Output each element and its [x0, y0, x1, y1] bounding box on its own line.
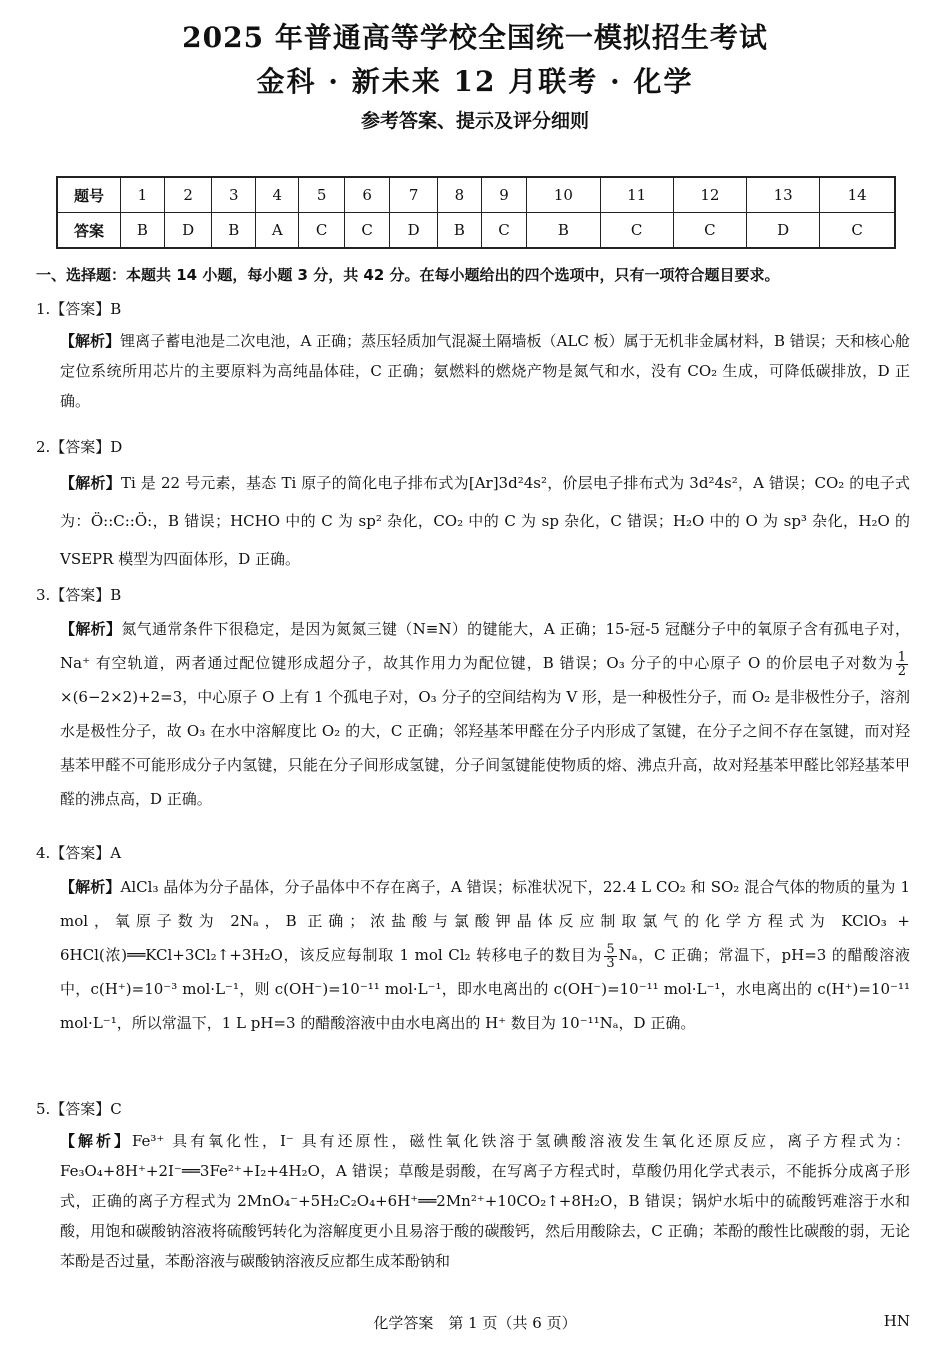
table-cell: 7	[390, 177, 438, 213]
question-3-answer: 3.【答案】B	[36, 586, 122, 604]
analysis-text: 锂离子蓄电池是二次电池，A 正确；蒸压轻质加气混凝土隔墙板（ALC 板）属于无机非金属材料，B 错误；天和核心舱定位系统所用芯片的主要原料为高纯晶体硅，C 正确；氨燃料的燃烧产物是氮气和水，没有 CO₂ 生成，可降低碳排放，D 正确。	[60, 332, 910, 410]
table-cell: 3	[212, 177, 256, 213]
question-2-answer: 2.【答案】D	[36, 438, 123, 456]
analysis-text: 氮气通常条件下很稳定，是因为氮氮三键（N≡N）的键能大，A 正确；15-冠-5 冠醚分子中的氧原子含有孤电子对，Na⁺ 有空轨道，两者通过配位键形成超分子，故其作用力为配位键，B 错误；O₃ 分子的中心原子 O 的价层电子对数为	[60, 620, 910, 672]
question-5-answer: 5.【答案】C	[36, 1100, 122, 1118]
table-cell: C	[344, 213, 390, 249]
table-cell: D	[747, 213, 820, 249]
analysis-tag: 【解析】	[60, 1132, 132, 1150]
row-label-number: 题号	[57, 177, 121, 213]
answer-table-number-row	[57, 177, 895, 213]
table-cell: 12	[673, 177, 746, 213]
analysis-tag: 【解析】	[60, 332, 121, 350]
analysis-text: CO₂ 的电子式为：Ö::C::Ö:，B 错误；HCHO 中的 C 为 sp² 杂化，CO₂ 中的 C 为 sp 杂化，C 错误；H₂O 中的 O 为 sp³ 杂化，H₂O 的 VSEPR 模型为四面体形，D 正确。	[60, 474, 910, 568]
fraction-denominator: 3	[606, 955, 615, 971]
table-cell: D	[390, 213, 438, 249]
exam-title: 2025 年普通高等学校全国统一模拟招生考试	[182, 21, 768, 54]
row-label-answer: 答案	[57, 213, 121, 249]
question-4-analysis	[60, 870, 910, 1040]
table-cell: 5	[299, 177, 345, 213]
section-heading: 一、选择题：本题共 14 小题，每小题 3 分，共 42 分。在每小题给出的四个选项中，只有一项符合题目要求。	[36, 266, 780, 284]
table-cell: C	[600, 213, 673, 249]
analysis-text: Ti 是 22 号元素，基态 Ti 原子的简化电子排布式为[Ar]3d²4s²，价层电子排布式为 3d²4s²，A 错误；	[120, 474, 815, 492]
question-2-analysis	[60, 464, 910, 578]
table-cell: B	[437, 213, 481, 249]
doc-heading: 参考答案、提示及评分细则	[360, 110, 589, 132]
table-cell: D	[164, 213, 212, 249]
table-cell: 9	[481, 177, 527, 213]
table-cell: 11	[600, 177, 673, 213]
exam-subtitle: 金科 · 新未来 12 月联考 · 化学	[256, 65, 694, 98]
table-cell: 13	[747, 177, 820, 213]
table-cell: C	[673, 213, 746, 249]
analysis-tag: 【解析】	[60, 620, 122, 638]
table-cell: B	[527, 213, 600, 249]
fraction-numerator: 5	[606, 941, 615, 957]
fraction	[604, 943, 616, 970]
question-1-analysis	[60, 326, 910, 416]
question-5-analysis	[60, 1126, 910, 1276]
table-cell: 8	[437, 177, 481, 213]
analysis-text: Fe³⁺ 具有氧化性，I⁻ 具有还原性，磁性氧化铁溶于氢碘酸溶液发生氧化还原反应，离子方程式为：Fe₃O₄+8H⁺+2I⁻══3Fe²⁺+I₂+4H₂O，A 错误；草酸是弱酸，在写离子方程式时，草酸仍用化学式表示，不能拆分成离子形式，正确的离子方程式为 2MnO₄⁻+5H₂C₂O₄+6H⁺══2Mn²⁺+10CO₂↑+8H₂O，B 错误；锅炉水垢中的硫酸钙难溶于水和酸，用饱和碳酸钠溶液将硫酸钙转化为溶解度更小且易溶于酸的碳酸钙，然后用酸除去，C 正确；苯酚的酸性比碳酸的弱，无论苯酚是否过量，苯酚溶液与碳酸钠溶液反应都生成苯酚钠和	[60, 1132, 910, 1270]
table-cell: B	[121, 213, 165, 249]
table-cell: 1	[121, 177, 165, 213]
question-3-analysis	[60, 612, 910, 816]
table-cell: 10	[527, 177, 600, 213]
analysis-text: ×(6−2×2)+2=3，中心原子 O 上有 1 个孤电子对，O₃ 分子的空间结构为 V 形，是一种极性分子，而 O₂ 是非极性分子，溶剂水是极性分子，故 O₃ 在水中溶解度比 O₂ 的大，C 正确；邻羟基苯甲醛在分子内形成了氢键，在分子之间不存在氢键，而对羟基苯甲醛不可能形成分子内氢键，只能在分子间形成氢键，分子间氢键能使物质的熔、沸点升高，故对羟基苯甲醛比邻羟基苯甲醛的沸点高，D 正确。	[60, 688, 910, 808]
table-cell: A	[256, 213, 299, 249]
table-cell: C	[299, 213, 345, 249]
table-cell: B	[212, 213, 256, 249]
table-cell: 14	[820, 177, 895, 213]
table-cell: C	[481, 213, 527, 249]
fraction-denominator: 2	[897, 663, 906, 679]
table-cell: 6	[344, 177, 390, 213]
answer-table	[56, 176, 896, 249]
analysis-text: AlCl₃ 晶体为分子晶体，分子晶体中不存在离子，A 错误；标准状况下，22.4 L CO₂ 和 SO₂ 混合气体的物质的量为 1 mol，氧原子数为 2Nₐ，B 正确；浓盐酸与氯酸钾晶体反应制取氯气的化学方程式为 KClO₃ + 6HCl(浓)══KCl+3Cl₂↑+3H₂O，该反应每制取 1 mol Cl₂ 转移电子的数目为	[60, 878, 910, 964]
page-footer: 化学答案 第 1 页（共 6 页）	[373, 1314, 577, 1332]
question-1-answer: 1.【答案】B	[36, 300, 122, 318]
fraction-numerator: 1	[897, 649, 906, 665]
analysis-text: Nₐ，C 正确；常温下，pH=3 的醋酸溶液中，c(H⁺)=10⁻³ mol·L⁻¹，则 c(OH⁻)=10⁻¹¹ mol·L⁻¹，即水电离出的 c(OH⁻)=10⁻¹¹ mol·L⁻¹，水电离出的 c(H⁺)=10⁻¹¹ mol·L⁻¹，所以常温下，1 L pH=3 的醋酸溶液中由水电离出的 H⁺ 数目为 10⁻¹¹Nₐ，D 正确。	[60, 946, 910, 1032]
question-4-answer: 4.【答案】A	[36, 844, 122, 862]
table-cell: C	[820, 213, 895, 249]
fraction	[896, 651, 908, 678]
table-cell: 2	[164, 177, 212, 213]
footer-region-code: HN	[883, 1312, 910, 1330]
table-cell: 4	[256, 177, 299, 213]
answer-table-answer-row	[57, 213, 895, 249]
analysis-tag: 【解析】	[60, 878, 121, 896]
analysis-tag: 【解析】	[60, 474, 121, 492]
